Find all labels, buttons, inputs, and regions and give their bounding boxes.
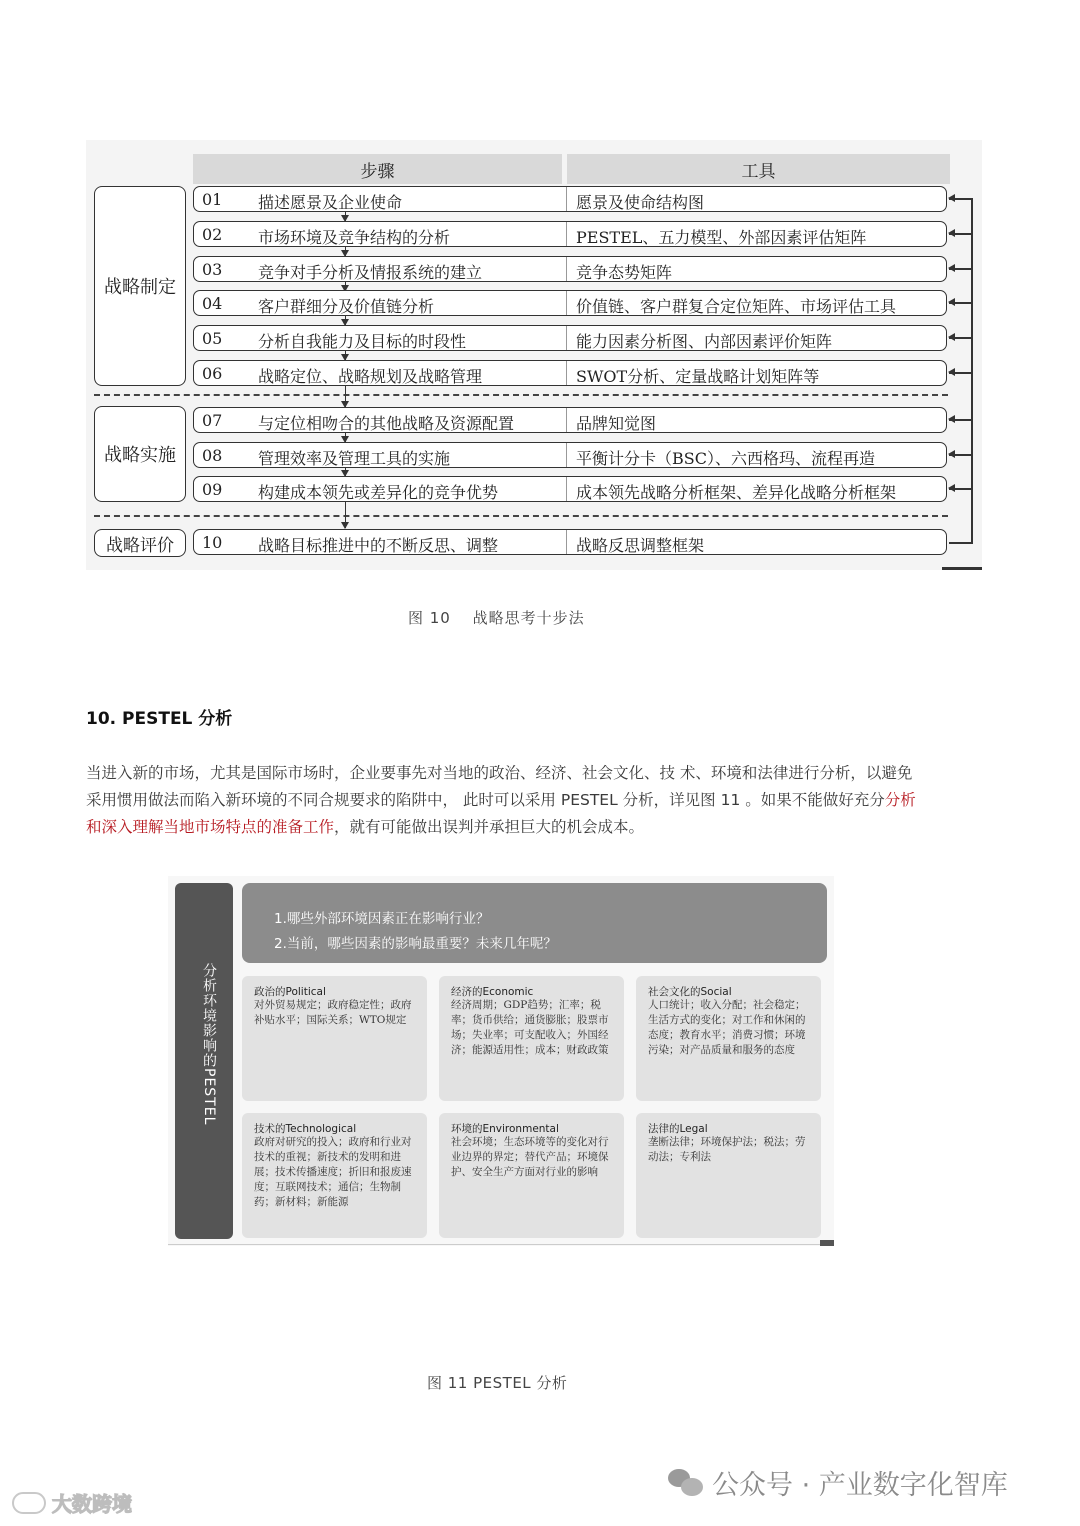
dashed-divider — [94, 515, 948, 517]
tool-text: 价值链、客户群复合定位矩阵、市场评估工具 — [576, 297, 897, 316]
tool-text: 平衡计分卡（BSC）、六西格玛、流程再造 — [576, 449, 875, 468]
feedback-arrow — [949, 454, 971, 456]
card-body: 经济周期；GDP趋势；汇率；税率；货币供给；通货膨胀；股票市场；失业率；可支配收入；外国经济；能源适用性；成本；财政政策 — [451, 999, 609, 1056]
down-arrow — [345, 316, 346, 325]
figure-corner-mark — [942, 567, 982, 570]
feedback-arrow — [949, 233, 971, 235]
pestel-card-environmental — [439, 1113, 624, 1238]
down-arrow — [345, 433, 346, 442]
brand-logo-icon — [12, 1492, 46, 1514]
card-body: 对外贸易规定；政府稳定性；政府补贴水平；国际关系；WTO规定 — [254, 999, 412, 1026]
card-title: 技术的Technological — [254, 1123, 357, 1135]
paragraph-highlight: 分析和深入理解当地市场特点的准备工作 — [86, 791, 916, 836]
step-text: 分析自我能力及目标的时段性 — [258, 332, 467, 351]
step-text: 与定位相吻合的其他战略及资源配置 — [258, 414, 515, 433]
card-body: 垄断法律；环境保护法；税法；劳动法；专利法 — [648, 1136, 806, 1163]
section-title: 10. PESTEL 分析 — [86, 709, 233, 729]
feedback-arrow — [949, 268, 971, 270]
question-2: 2.当前，哪些因素的影响最重要？未来几年呢？ — [274, 936, 557, 952]
step-row — [193, 325, 947, 351]
feedback-arrow — [949, 372, 971, 374]
step-text: 战略目标推进中的不断反思、调整 — [258, 536, 499, 555]
tool-text: SWOT分析、定量战略计划矩阵等 — [576, 367, 820, 386]
pestel-card-political — [242, 976, 427, 1101]
down-arrow — [345, 351, 346, 360]
step-text: 竞争对手分析及情报系统的建立 — [258, 263, 483, 282]
step-text: 管理效率及管理工具的实施 — [258, 449, 451, 468]
step-number: 02 — [202, 225, 223, 244]
feedback-arrow — [949, 488, 971, 490]
step-number: 05 — [202, 329, 223, 348]
figure-baseline — [168, 1244, 834, 1245]
step-row — [193, 360, 947, 386]
step-number: 04 — [202, 294, 223, 313]
wechat-watermark — [668, 1462, 1008, 1502]
header-step: 步骤 — [193, 154, 562, 184]
down-arrow — [345, 386, 346, 407]
section-paragraph — [86, 760, 916, 841]
step-number: 07 — [202, 411, 223, 430]
question-1: 1.哪些外部环境因素正在影响行业？ — [274, 911, 490, 927]
feedback-arrow — [949, 302, 971, 304]
step-row — [193, 407, 947, 433]
paragraph-text: 当进入新的市场，尤其是国际市场时，企业要事先对当地的政治、经济、社会文化、技 术、环境和法律进行分析，以避免采用惯用做法而陷入新环境的不同合规要求的陷阱中， 此时可以采用 PESTEL 分析，详见图 11 。如果不能做好充分 — [86, 764, 913, 809]
step-row — [193, 290, 947, 316]
step-text: 战略定位、战略规划及战略管理 — [258, 367, 483, 386]
card-title: 社会文化的Social — [648, 986, 732, 998]
pestel-card-economic — [439, 976, 624, 1101]
paragraph-text: ，就有可能做出误判并承担巨大的机会成本。 — [334, 818, 645, 836]
step-text: 描述愿景及企业使命 — [258, 193, 403, 212]
wechat-icon — [668, 1467, 704, 1497]
down-arrow — [345, 247, 346, 256]
question-box — [242, 883, 827, 963]
group-formulation: 战略制定 — [94, 186, 186, 386]
pestel-figure — [168, 876, 834, 1246]
card-body: 政府对研究的投入；政府和行业对技术的重视；新技术的发明和进展；技术传播速度；折旧和报废速度；互联网技术；通信；生物制药；新材料；新能源 — [254, 1136, 412, 1208]
step-row — [193, 442, 947, 468]
step-number: 10 — [202, 533, 223, 552]
step-number: 01 — [202, 190, 223, 209]
step-row — [193, 529, 947, 555]
card-title: 政治的Political — [254, 986, 326, 998]
side-label: 分析环境影响的PESTEL — [201, 963, 217, 1126]
down-arrow — [345, 502, 346, 528]
tool-text: 成本领先战略分析框架、差异化战略分析框架 — [576, 483, 897, 502]
feedback-arrow — [949, 419, 971, 421]
step-row — [193, 476, 947, 502]
card-body: 社会环境；生态环境等的变化对行业边界的界定；替代产品；环境保护、安全生产方面对行业的影响 — [451, 1136, 609, 1178]
step-text: 市场环境及竞争结构的分析 — [258, 228, 451, 247]
down-arrow — [345, 212, 346, 221]
step-number: 08 — [202, 446, 223, 465]
watermark-text: 大数跨境 — [52, 1492, 132, 1516]
watermark-text: 公众号 · 产业数字化智库 — [712, 1469, 1008, 1501]
pestel-card-technological — [242, 1113, 427, 1238]
feedback-arrow — [949, 337, 971, 339]
feedback-line — [971, 198, 973, 543]
brand-watermark — [12, 1488, 132, 1517]
step-number: 06 — [202, 364, 223, 383]
step-text: 构建成本领先或差异化的竞争优势 — [258, 483, 499, 502]
card-title: 法律的Legal — [648, 1123, 708, 1135]
feedback-arrow — [949, 198, 971, 200]
side-panel — [175, 883, 233, 1239]
tool-text: 战略反思调整框架 — [576, 536, 705, 555]
dashed-divider — [94, 394, 948, 396]
card-title: 环境的Environmental — [451, 1123, 559, 1135]
step-row — [193, 186, 947, 212]
pestel-card-social — [636, 976, 821, 1101]
strategy-ten-steps-figure — [86, 140, 982, 570]
card-body: 人口统计；收入分配；社会稳定；生活方式的变化；对工作和休闲的态度；教育水平；消费习惯；环境污染；对产品质量和服务的态度 — [648, 999, 806, 1056]
group-evaluation: 战略评价 — [94, 529, 186, 557]
figure-10-caption: 图 10 战略思考十步法 — [408, 609, 585, 627]
tool-text: 竞争态势矩阵 — [576, 263, 673, 282]
step-row — [193, 221, 947, 247]
tool-text: 愿景及使命结构图 — [576, 193, 705, 212]
feedback-origin — [949, 542, 973, 544]
tool-text: PESTEL、五力模型、外部因素评估矩阵 — [576, 228, 867, 247]
tool-text: 能力因素分析图、内部因素评价矩阵 — [576, 332, 833, 351]
header-tool: 工具 — [567, 154, 950, 184]
step-row — [193, 256, 947, 282]
card-title: 经济的Economic — [451, 986, 534, 998]
group-implementation: 战略实施 — [94, 406, 186, 502]
figure-corner-mark — [820, 1240, 834, 1246]
figure-11-caption: 图 11 PESTEL 分析 — [427, 1374, 568, 1392]
step-number: 09 — [202, 480, 223, 499]
pestel-card-legal — [636, 1113, 821, 1238]
step-text: 客户群细分及价值链分析 — [258, 297, 435, 316]
step-number: 03 — [202, 260, 223, 279]
tool-text: 品牌知觉图 — [576, 414, 657, 433]
